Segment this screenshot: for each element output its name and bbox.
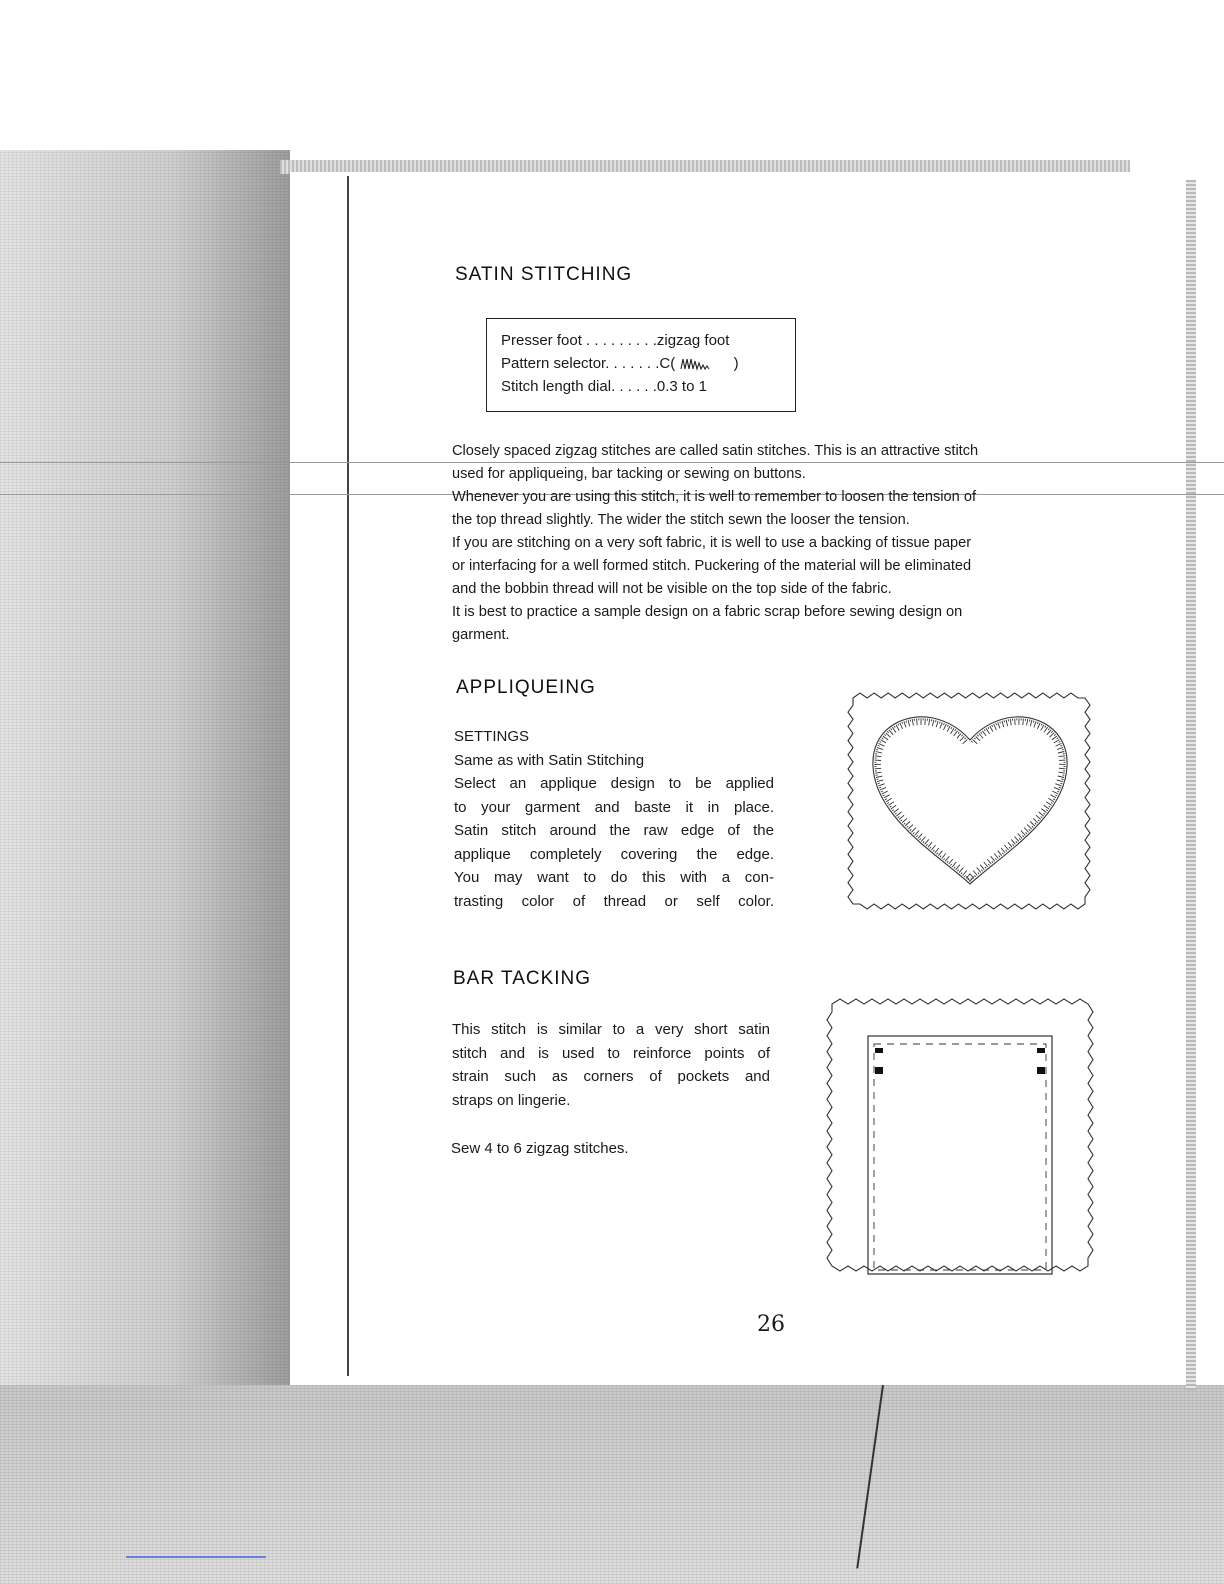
satin-line: Whenever you are using this stitch, it is well to remember to loosen the tension of xyxy=(452,489,977,505)
satin-line: and the bobbin thread will not be visible on the top side of the fabric. xyxy=(452,581,892,597)
satin-stitching-heading: SATIN STITCHING xyxy=(455,264,633,285)
satin-line: Closely spaced zigzag stitches are called satin stitches. This is an attractive stitch xyxy=(452,443,979,459)
pattern-selector-setting xyxy=(501,352,781,375)
pattern-selector-close: ) xyxy=(733,355,739,372)
heart-satin-stitch xyxy=(874,718,1065,883)
bar-tack xyxy=(875,1067,883,1074)
satin-line: garment. xyxy=(452,627,510,643)
applique-line: to your garment and baste it in place. xyxy=(454,798,774,816)
satin-line: It is best to practice a sample design on a fabric scrap before sewing design on xyxy=(452,604,963,620)
bar-tack xyxy=(1037,1067,1045,1074)
pocket-bar-tack-figure xyxy=(826,996,1094,1278)
bar-tacking-heading: BAR TACKING xyxy=(453,968,592,989)
satin-line: If you are stitching on a very soft fabric, it is well to use a backing of tissue paper xyxy=(452,535,972,551)
applique-line: trasting color of thread or self color. xyxy=(454,892,774,910)
satin-description xyxy=(452,440,1114,647)
applique-text xyxy=(454,725,774,913)
zigzag-stitch-icon xyxy=(679,357,719,371)
pattern-selector-label: Pattern selector. . . . . . .C( xyxy=(501,355,676,372)
bar-tack xyxy=(1037,1048,1045,1053)
bar-tacking-instruction: Sew 4 to 6 zigzag stitches. xyxy=(451,1140,629,1157)
pocket-stitch-line xyxy=(874,1044,1046,1270)
bar-tacking-text xyxy=(452,1018,770,1112)
pocket-outer xyxy=(868,1036,1052,1274)
scan-background-left xyxy=(0,150,290,1584)
applique-same-as: Same as with Satin Stitching xyxy=(454,751,645,769)
settings-box xyxy=(486,318,796,412)
applique-settings-label: SETTINGS xyxy=(454,728,530,745)
bar-tacking-line: This stitch is similar to a very short satin xyxy=(452,1021,770,1038)
appliqueing-heading: APPLIQUEING xyxy=(456,677,596,698)
satin-line: used for appliqueing, bar tacking or sewing on buttons. xyxy=(452,466,806,482)
page-number: 26 xyxy=(757,1312,785,1337)
applique-line: Satin stitch around the raw edge of the xyxy=(454,822,774,839)
bar-tacking-line: stitch and is used to reinforce points of xyxy=(452,1044,770,1062)
fabric-zigzag-edge xyxy=(827,999,1093,1271)
presser-foot-setting: Presser foot . . . . . . . . .zigzag foot xyxy=(501,332,730,349)
bar-tacks xyxy=(875,1048,1045,1074)
applique-line: Select an applique design to be applied xyxy=(454,775,774,792)
heart-outline xyxy=(873,717,1067,884)
applique-line: You may want to do this with a con- xyxy=(454,869,774,886)
scan-artifact-underline xyxy=(126,1556,266,1558)
applique-line: applique completely covering the edge. xyxy=(454,845,774,863)
scan-background-bottom xyxy=(0,1385,1224,1584)
stitch-length-setting: Stitch length dial. . . . . .0.3 to 1 xyxy=(501,378,707,395)
bar-tacking-line: strain such as corners of pockets and xyxy=(452,1068,770,1085)
heart-applique-figure xyxy=(845,688,1095,914)
bar-tacking-line: straps on lingerie. xyxy=(452,1091,571,1109)
satin-line: the top thread slightly. The wider the stitch sewn the looser the tension. xyxy=(452,512,910,528)
satin-line: or interfacing for a well formed stitch. Puckering of the material will be eliminated xyxy=(452,558,972,574)
bar-tack xyxy=(875,1048,883,1053)
page-binding-edge xyxy=(347,176,349,1376)
scan-border-right xyxy=(1186,180,1196,1390)
